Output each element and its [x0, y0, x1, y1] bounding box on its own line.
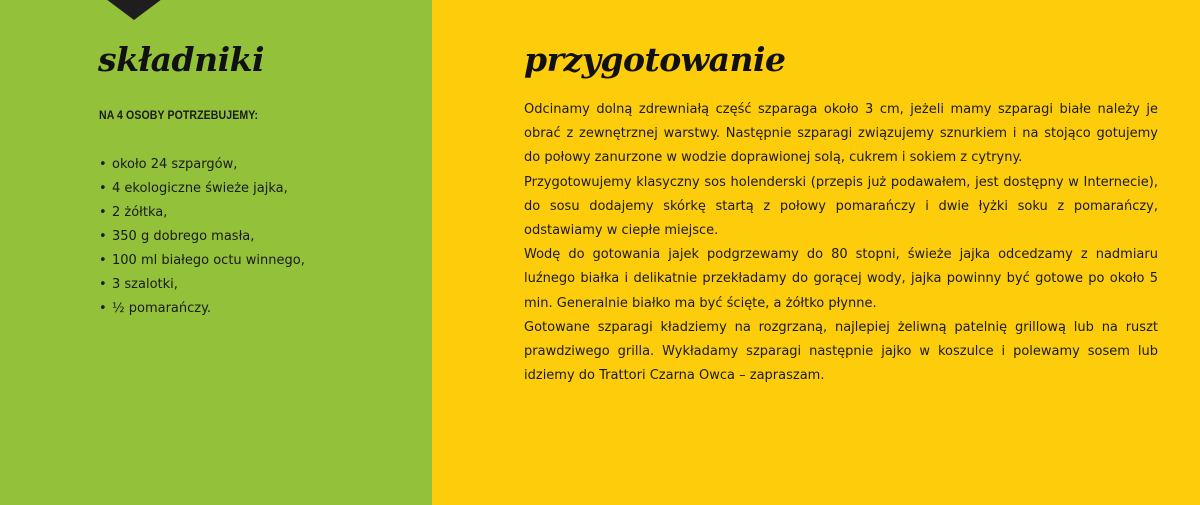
- ingredient-text: 100 ml białego octu winnego,: [112, 253, 305, 268]
- bullet-icon: •: [99, 205, 107, 220]
- ingredients-subtitle: NA 4 OSOBY POTRZEBUJEMY:: [99, 108, 259, 122]
- ingredient-text: 4 ekologiczne świeże jajka,: [112, 181, 288, 196]
- ingredient-text: około 24 szpargów,: [112, 157, 238, 172]
- ingredients-title: składniki: [98, 40, 265, 79]
- preparation-paragraph: Odcinamy dolną zdrewniałą część szparaga około 3 cm, jeżeli mamy szparagi białe należy je obrać z zewnętrznej warstwy. Następnie szparagi związujemy sznurkiem i na stojąco gotujemy do połowy zanurzone w wodzie doprawionej solą, cukrem i sokiem z cytryny.: [524, 102, 1158, 166]
- ingredient-text: 3 szalotki,: [112, 277, 178, 292]
- bullet-icon: •: [99, 301, 107, 316]
- bullet-icon: •: [99, 253, 107, 268]
- preparation-paragraph: Wodę do gotowania jajek podgrzewamy do 80 stopni, świeże jajka odcedzamy z nadmiaru luźnego białka i delikatnie przekładamy do gorącej wody, jajka powinny być gotowe po około 5 min. Generalnie białko ma być ścięte, a żółtko płynne.: [524, 247, 1158, 311]
- preparation-paragraph: Przygotowujemy klasyczny sos holenderski (przepis już podawałem, jest dostępny w Internecie), do sosu dodajemy skórkę startą z połowy pomarańczy i dwie łyżki soku z pomarańczy, odstawiamy w ciepłe miejsce.: [524, 174, 1158, 239]
- ingredient-list: [99, 153, 305, 321]
- ingredient-text: ½ pomarańczy.: [112, 301, 212, 316]
- ingredient-text: 350 g dobrego masła,: [112, 229, 255, 244]
- badge-shape: [94, 0, 174, 20]
- preparation-paragraph: Gotowane szparagi kładziemy na rozgrzaną, najlepiej żeliwną patelnię grillową lub na ruszt prawdziwego grilla. Wykładamy szparagi następnie jajko w koszulce i polewamy sosem lub idziemy do Trattori Czarna Owca – zapraszam.: [524, 319, 1158, 384]
- ingredient-item: [99, 225, 305, 249]
- ingredient-item: [99, 153, 305, 177]
- ingredient-item: [99, 297, 305, 321]
- ingredient-item: [99, 201, 305, 225]
- bullet-icon: •: [99, 181, 107, 196]
- bullet-icon: •: [99, 229, 107, 244]
- ingredient-item: [99, 273, 305, 297]
- bullet-icon: •: [99, 157, 107, 172]
- ingredient-item: [99, 249, 305, 273]
- ingredient-text: 2 żółtka,: [112, 205, 168, 220]
- bullet-icon: •: [99, 277, 107, 292]
- preparation-text: [524, 98, 1158, 388]
- ingredient-item: [99, 177, 305, 201]
- preparation-title: przygotowanie: [524, 40, 786, 79]
